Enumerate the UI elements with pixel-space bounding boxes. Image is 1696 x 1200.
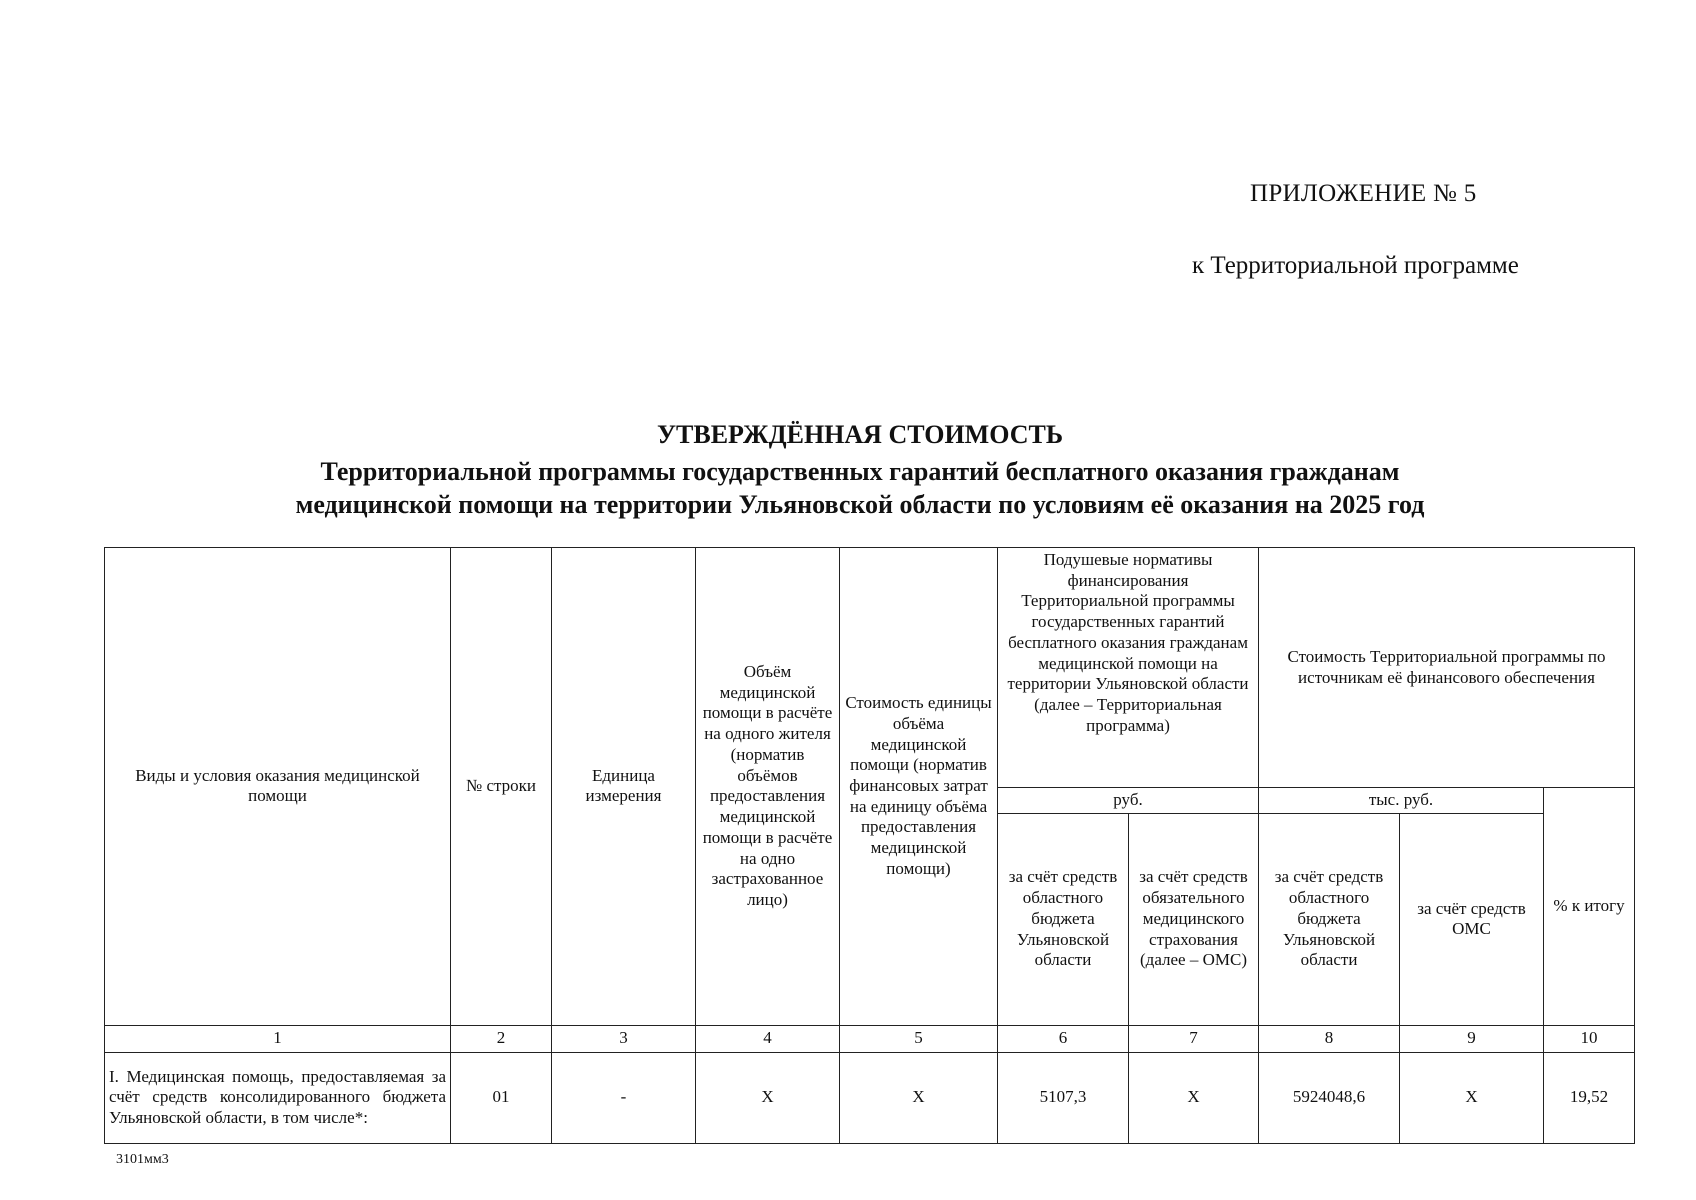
document-code: 3101мм3 [116, 1152, 169, 1167]
header-cost-budget: за счёт средств областного бюджета Ульяновской области [1259, 813, 1400, 1025]
column-number: 6 [998, 1025, 1129, 1052]
document-heading-line2: Территориальной программы государственных гарантий бесплатного оказания гражданам [320, 457, 1400, 486]
appendix-title: ПРИЛОЖЕНИЕ № 5 [1250, 180, 1477, 207]
column-number: 5 [840, 1025, 998, 1052]
header-cost-group: Стоимость Территориальной программы по источникам её финансового обеспечения [1259, 548, 1635, 788]
row-line-number: 01 [451, 1052, 552, 1143]
row-per-capita-oms: Х [1129, 1052, 1259, 1143]
row-percent: 19,52 [1544, 1052, 1635, 1143]
row-unit-cost: Х [840, 1052, 998, 1143]
column-number: 8 [1259, 1025, 1400, 1052]
header-per-capita-oms: за счёт средств обязательного медицинского страхования (далее – ОМС) [1129, 813, 1259, 1025]
header-percent: % к итогу [1544, 788, 1635, 1026]
column-number: 4 [696, 1025, 840, 1052]
header-kind: Виды и условия оказания медицинской помощи [105, 548, 451, 1026]
row-cost-oms: Х [1400, 1052, 1544, 1143]
column-number-row [105, 1025, 1635, 1052]
row-cost-budget: 5924048,6 [1259, 1052, 1400, 1143]
header-unit-rub: руб. [998, 788, 1259, 814]
row-per-capita-budget: 5107,3 [998, 1052, 1129, 1143]
header-line-number: № строки [451, 548, 552, 1026]
header-unit-cost: Стоимость единицы объёма медицинской помощи (норматив финансовых затрат на единицу объёма предоставления медицинской помощи) [840, 548, 998, 1026]
header-per-capita-budget: за счёт средств областного бюджета Ульяновской области [998, 813, 1129, 1025]
cost-table [104, 547, 1635, 1144]
column-number: 2 [451, 1025, 552, 1052]
row-unit: - [552, 1052, 696, 1143]
header-cost-oms: за счёт средств ОМС [1400, 813, 1544, 1025]
header-per-capita-group: Подушевые нормативы финансирования Территориальной программы государственных гарантий бесплатного оказания гражданам медицинской помощи на территории Ульяновской области (далее – Территориальная программа) [998, 548, 1259, 788]
header-volume: Объём медицинской помощи в расчёте на одного жителя (норматив объёмов предоставления медицинской помощи в расчёте на одно застрахованное лицо) [696, 548, 840, 1026]
column-number: 3 [552, 1025, 696, 1052]
header-unit: Единица измерения [552, 548, 696, 1026]
column-number: 10 [1544, 1025, 1635, 1052]
row-volume: Х [696, 1052, 840, 1143]
header-unit-thousand-rub: тыс. руб. [1259, 788, 1544, 814]
column-number: 1 [105, 1025, 451, 1052]
column-number: 9 [1400, 1025, 1544, 1052]
table-row [105, 1052, 1635, 1143]
column-number: 7 [1129, 1025, 1259, 1052]
row-name: I. Медицинская помощь, предоставляемая за счёт средств консолидированного бюджета Ульяновской области, в том числе*: [105, 1052, 451, 1143]
document-heading: УТВЕРЖДЁННАЯ СТОИМОСТЬ [656, 420, 1064, 449]
document-heading-line3: медицинской помощи на территории Ульяновской области по условиям её оказания на 2025 год [295, 490, 1425, 519]
appendix-subtitle: к Территориальной программе [1192, 252, 1519, 279]
